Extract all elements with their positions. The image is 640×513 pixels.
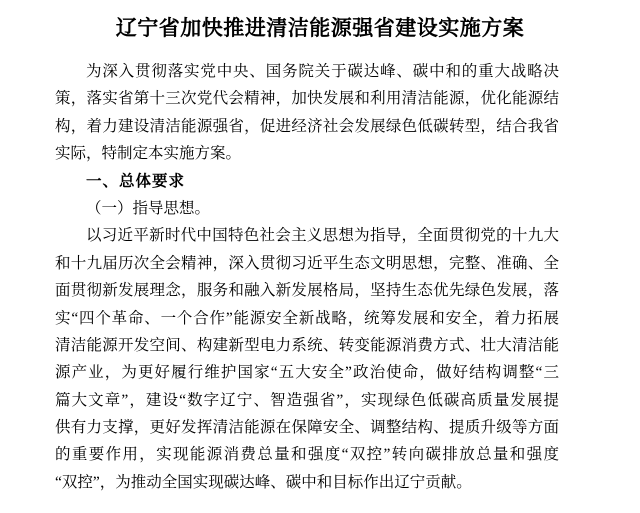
guiding-thought-line: 篇大文章”，建设“数字辽宁、智造强省”，实现绿色低碳高质量发展提 — [55, 391, 559, 409]
intro-paragraph-line: 实际，特制定本实施方案。 — [55, 145, 242, 163]
guiding-thought-line: 以习近平新时代中国特色社会主义思想为指导，全面贯彻党的十九大 — [86, 227, 559, 245]
document-title: 辽宁省加快推进清洁能源强省建设实施方案 — [115, 16, 525, 40]
intro-paragraph-line: 策，落实省第十三次党代会精神，加快发展和利用清洁能源，优化能源结 — [55, 90, 559, 108]
guiding-thought-line: 和十九届历次全会精神，深入贯彻习近平生态文明思想，完整、准确、全 — [55, 254, 559, 272]
intro-paragraph-line: 构，着力建设清洁能源强省，促进经济社会发展绿色低碳转型，结合我省 — [55, 117, 559, 135]
guiding-thought-line: 的重要作用，实现能源消费总量和强度“双控”转向碳排放总量和强度 — [55, 446, 559, 464]
guiding-thought-line: 实“四个革命、一个合作”能源安全新战略，统筹发展和安全，着力拓展 — [55, 309, 559, 327]
guiding-thought-line: 源产业，为更好履行维护国家“五大安全”政治使命，做好结构调整“三 — [55, 364, 559, 382]
guiding-thought-line: 面贯彻新发展理念，服务和融入新发展格局，坚持生态优先绿色发展，落 — [55, 282, 559, 300]
document-body — [55, 58, 559, 496]
intro-paragraph-line: 为深入贯彻落实党中央、国务院关于碳达峰、碳中和的重大战略决 — [86, 63, 559, 80]
section-1-heading: 一、总体要求 — [86, 172, 186, 190]
guiding-thought-line: 供有力支撑，更好发挥清洁能源在保障安全、调整结构、提质升级等方面 — [55, 419, 559, 437]
guiding-thought-line: 清洁能源开发空间、构建新型电力系统、转变能源消费方式、壮大清洁能 — [55, 336, 559, 354]
subsection-1-1-heading: （一）指导思想。 — [86, 199, 211, 217]
guiding-thought-line: “双控”，为推动全国实现碳达峰、碳中和目标作出辽宁贡献。 — [55, 473, 472, 491]
